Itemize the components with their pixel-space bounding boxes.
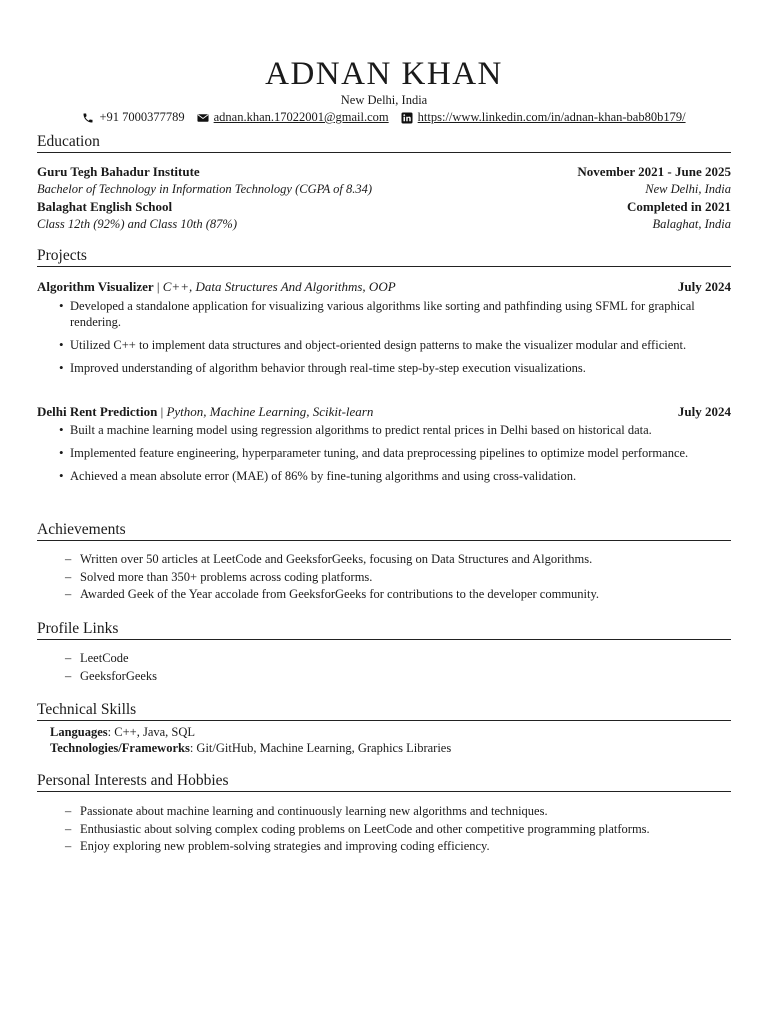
- project-name: Delhi Rent Prediction: [37, 404, 158, 419]
- linkedin-contact[interactable]: [401, 110, 686, 125]
- candidate-name: ADNAN KHAN: [265, 56, 503, 92]
- education-dates: November 2021 - June 2025: [577, 164, 731, 179]
- linkedin-icon: [401, 112, 413, 124]
- candidate-location: New Delhi, India: [340, 93, 428, 107]
- project-separator: |: [156, 279, 160, 294]
- envelope-icon: [197, 112, 209, 124]
- list-item: • Developed a standalone application for visualizing various algorithms like sorting and pathfinding using SFML for graphical rendering.: [59, 298, 729, 330]
- education-heading: Education: [37, 133, 731, 153]
- list-item: • Utilized C++ to implement data structures and object-oriented design patterns to make the visualizer modular and efficient.: [59, 337, 729, 353]
- education-entry-1: [37, 164, 731, 180]
- project-tech: Python, Machine Learning, Scikit-learn: [166, 404, 374, 419]
- list-item: – Enjoy exploring new problem-solving strategies and improving coding efficiency.: [65, 838, 725, 856]
- project-tech: C++, Data Structures And Algorithms, OOP: [162, 279, 396, 294]
- linkedin-link[interactable]: https://www.linkedin.com/in/adnan-khan-bab80b179/: [417, 110, 686, 124]
- skills-block: [50, 725, 730, 756]
- list-item: – Written over 50 articles at LeetCode and GeeksforGeeks, focusing on Data Structures and Algorithms.: [65, 551, 725, 569]
- list-item: • Built a machine learning model using regression algorithms to predict rental prices in Delhi based on historical data.: [59, 422, 729, 438]
- achievements-list: [65, 551, 725, 604]
- skills-tech-label: Technologies/Frameworks: [50, 740, 190, 755]
- school-name: Balaghat English School: [37, 199, 173, 214]
- project-name: Algorithm Visualizer: [37, 279, 154, 294]
- projects-heading: Projects: [37, 247, 731, 267]
- education-place: New Delhi, India: [645, 182, 731, 196]
- contact-bar: [37, 110, 731, 125]
- profile-link-leetcode[interactable]: – LeetCode: [65, 650, 725, 668]
- list-item: – Passionate about machine learning and continuously learning new algorithms and techniques.: [65, 803, 725, 821]
- education-entry-2: [37, 199, 731, 215]
- skills-tech-row: Technologies/Frameworks: Git/GitHub, Machine Learning, Graphics Libraries: [50, 740, 452, 755]
- project-1-bullets: [59, 298, 729, 376]
- skills-languages-label: Languages: [50, 725, 108, 739]
- school-name: Guru Tegh Bahadur Institute: [37, 164, 200, 179]
- phone-number: +91 7000377789: [99, 110, 185, 124]
- education-entry-2-detail: [37, 217, 731, 232]
- email-contact[interactable]: [197, 110, 389, 125]
- list-item: – Awarded Geek of the Year accolade from GeeksforGeeks for contributions to the developer community.: [65, 586, 725, 604]
- project-2-bullets: [59, 422, 729, 484]
- degree-text: Bachelor of Technology in Information Technology (CGPA of 8.34): [37, 182, 373, 196]
- list-item: • Achieved a mean absolute error (MAE) of 86% by fine-tuning algorithms and using cross-validation.: [59, 468, 729, 484]
- email-link[interactable]: adnan.khan.17022001@gmail.com: [213, 110, 389, 124]
- skills-languages-row: Languages: C++, Java, SQL: [50, 725, 196, 739]
- phone-contact: [82, 110, 184, 125]
- education-dates: Completed in 2021: [627, 199, 731, 214]
- skills-languages-value: C++, Java, SQL: [114, 725, 196, 739]
- profile-links-list: [65, 650, 725, 685]
- achievements-heading: Achievements: [37, 521, 731, 541]
- list-item: • Implemented feature engineering, hyperparameter tuning, and data preprocessing pipelines to optimize model performance.: [59, 445, 729, 461]
- interests-heading: Personal Interests and Hobbies: [37, 772, 731, 792]
- education-entry-1-detail: [37, 182, 731, 197]
- profile-links-heading: Profile Links: [37, 620, 731, 640]
- profile-link-geeksforgeeks[interactable]: – GeeksforGeeks: [65, 668, 725, 686]
- degree-text: Class 12th (92%) and Class 10th (87%): [37, 217, 237, 231]
- project-date: July 2024: [677, 404, 731, 419]
- interests-list: [65, 803, 725, 856]
- list-item: – Enthusiastic about solving complex coding problems on LeetCode and other competitive programming platforms.: [65, 821, 725, 839]
- skills-tech-value: Git/GitHub, Machine Learning, Graphics Libraries: [196, 740, 452, 755]
- project-2-header: [37, 404, 731, 420]
- education-place: Balaghat, India: [652, 217, 731, 231]
- project-1-header: [37, 279, 731, 295]
- project-date: July 2024: [677, 279, 731, 294]
- list-item: – Solved more than 350+ problems across coding platforms.: [65, 569, 725, 587]
- skills-heading: Technical Skills: [37, 701, 731, 721]
- project-separator: |: [160, 404, 164, 419]
- phone-icon: [82, 112, 94, 124]
- list-item: • Improved understanding of algorithm behavior through real-time step-by-step execution visualizations.: [59, 360, 729, 376]
